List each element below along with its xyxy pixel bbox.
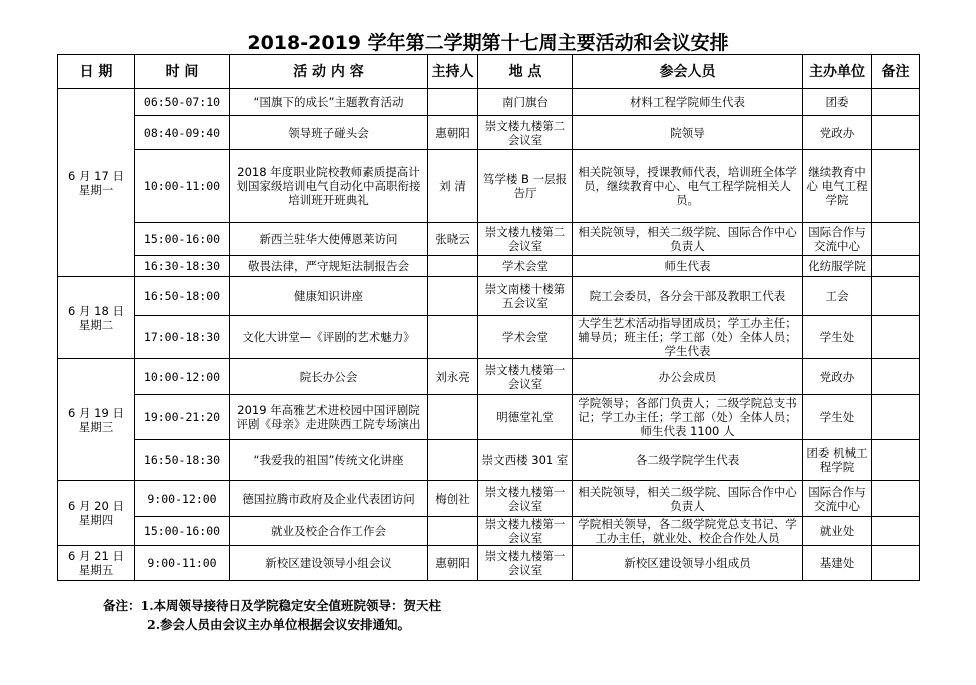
remark-cell [872,223,920,256]
date-cell [58,89,135,277]
time-cell: 15:00-16:00 [135,223,230,256]
place-cell: 崇文楼九楼第二会议室 [478,223,573,256]
table-row [58,116,920,150]
participants-cell: 学院相关领导，各二级学院党总支书记、学工办主任，就业处、校企合作处人员 [573,517,803,546]
header-row [58,55,920,89]
table-row [58,316,920,359]
table-row [58,223,920,256]
place-cell: 崇文楼九楼第一会议室 [478,546,573,581]
organizer-cell: 工会 [803,277,872,316]
date-label: 6 月 18 日 [68,303,124,318]
host-cell: 刘永亮 [428,359,478,395]
date-label: 6 月 19 日 [68,405,124,420]
host-cell [428,316,478,359]
date-cell [58,546,135,581]
remark-cell [872,316,920,359]
organizer-cell: 学生处 [803,316,872,359]
weekday-label: 星期一 [78,182,114,197]
participants-cell: 院领导 [573,116,803,150]
schedule-table [57,54,920,581]
table-row [58,89,920,116]
weekday-label: 星期三 [78,419,114,434]
host-cell [428,517,478,546]
time-cell: 08:40-09:40 [135,116,230,150]
date-cell [58,277,135,359]
time-cell: 9:00-12:00 [135,481,230,517]
participants-cell: 师生代表 [573,256,803,277]
table-row [58,359,920,395]
content-cell: 2018 年度职业院校教师素质提高计划国家级培训电气自动化中高职衔接培训班开班典礼 [230,150,428,223]
time-cell: 19:00-21:20 [135,395,230,440]
host-cell [428,277,478,316]
participants-cell: 学院领导；各部门负责人；二级学院总支书记；学工办主任；学工部（处）全体人员；师生代表 1100 人 [573,395,803,440]
content-cell: 2019 年高雅艺术进校园中国评剧院评剧《母亲》走进陕西工院专场演出 [230,395,428,440]
participants-cell: 各二级学院学生代表 [573,440,803,481]
table-row [58,150,920,223]
organizer-cell: 党政办 [803,116,872,150]
organizer-cell: 团委 机械工程学院 [803,440,872,481]
host-cell [428,256,478,277]
table-row [58,395,920,440]
time-cell: 16:50-18:00 [135,277,230,316]
place-cell: 明德堂礼堂 [478,395,573,440]
organizer-cell: 国际合作与交流中心 [803,223,872,256]
content-cell: 领导班子碰头会 [230,116,428,150]
participants-cell: 大学生艺术活动指导团成员；学工办主任；辅导员；班主任；学工部（处）全体人员；学生代表 [573,316,803,359]
table-row [58,256,920,277]
place-cell: 崇文南楼十楼第五会议室 [478,277,573,316]
host-cell: 刘 清 [428,150,478,223]
content-cell: 健康知识讲座 [230,277,428,316]
time-cell: 9:00-11:00 [135,546,230,581]
place-cell: 笃学楼 B 一层报告厅 [478,150,573,223]
date-label: 6 月 21 日 [68,549,124,563]
host-cell [428,440,478,481]
page-title: 2018-2019 学年第二学期第十七周主要活动和会议安排 [247,32,729,54]
participants-cell: 材料工程学院师生代表 [573,89,803,116]
header-remark: 备注 [872,55,920,89]
content-cell: 德国拉腾市政府及企业代表团访问 [230,481,428,517]
place-cell: 南门旗台 [478,89,573,116]
remark-cell [872,277,920,316]
weekday-label: 星期二 [78,317,114,332]
place-cell: 崇文楼九楼第一会议室 [478,481,573,517]
content-cell: 新西兰驻华大使傅恩莱访问 [230,223,428,256]
place-cell: 崇文楼九楼第一会议室 [478,517,573,546]
content-cell: 敬畏法律，严守规矩法制报告会 [230,256,428,277]
organizer-cell: 国际合作与交流中心 [803,481,872,517]
host-cell [428,395,478,440]
organizer-cell: 就业处 [803,517,872,546]
header-organizer: 主办单位 [803,55,872,89]
participants-cell: 相关院领导，授课教师代表，培训班全体学员，继续教育中心、电气工程学院相关人员。 [573,150,803,223]
remark-cell [872,440,920,481]
header-content: 活 动 内 容 [230,55,428,89]
host-cell: 惠朝阳 [428,116,478,150]
remark-cell [872,116,920,150]
header-place: 地 点 [478,55,573,89]
time-cell: 10:00-11:00 [135,150,230,223]
remark-cell [872,256,920,277]
content-cell: 院长办公会 [230,359,428,395]
table-row [58,517,920,546]
participants-cell: 新校区建设领导小组成员 [573,546,803,581]
table-row [58,546,920,581]
content-cell: “国旗下的成长”主题教育活动 [230,89,428,116]
participants-cell: 院工会委员，各分会干部及教职工代表 [573,277,803,316]
time-cell: 17:00-18:30 [135,316,230,359]
table-row [58,277,920,316]
participants-cell: 相关院领导，相关二级学院、国际合作中心负责人 [573,481,803,517]
date-label: 6 月 17 日 [68,168,124,183]
place-cell: 学术会堂 [478,316,573,359]
time-cell: 16:30-18:30 [135,256,230,277]
host-cell: 张晓云 [428,223,478,256]
organizer-cell: 化纺服学院 [803,256,872,277]
weekday-label: 星期五 [78,563,114,577]
organizer-cell: 党政办 [803,359,872,395]
organizer-cell: 团委 [803,89,872,116]
content-cell: 文化大讲堂—《评剧的艺术魅力》 [230,316,428,359]
remark-cell [872,517,920,546]
time-cell: 06:50-07:10 [135,89,230,116]
host-cell: 梅创社 [428,481,478,517]
schedule-body [58,89,920,581]
organizer-cell: 学生处 [803,395,872,440]
organizer-cell: 继续教育中心 电气工程学院 [803,150,872,223]
remark-cell [872,546,920,581]
content-cell: “我爱我的祖国”传统文化讲座 [230,440,428,481]
note-1: 备注：1.本周领导接待日及学院稳定安全值班院领导：贺天柱 [103,598,442,613]
weekday-label: 星期四 [78,513,114,527]
table-row [58,481,920,517]
remark-cell [872,481,920,517]
notes [103,596,441,634]
host-cell [428,89,478,116]
place-cell: 学术会堂 [478,256,573,277]
place-cell: 崇文楼九楼第二会议室 [478,116,573,150]
header-host: 主持人 [428,55,478,89]
remark-cell [872,89,920,116]
host-cell: 惠朝阳 [428,546,478,581]
content-cell: 就业及校企合作工作会 [230,517,428,546]
place-cell: 崇文楼九楼第一会议室 [478,359,573,395]
remark-cell [872,395,920,440]
time-cell: 16:50-18:30 [135,440,230,481]
header-participants: 参会人员 [573,55,803,89]
time-cell: 10:00-12:00 [135,359,230,395]
remark-cell [872,150,920,223]
date-label: 6 月 20 日 [68,499,124,513]
date-cell [58,481,135,546]
header-date: 日 期 [58,55,135,89]
table-row [58,440,920,481]
date-cell [58,359,135,481]
time-cell: 15:00-16:00 [135,517,230,546]
content-cell: 新校区建设领导小组会议 [230,546,428,581]
header-time: 时 间 [135,55,230,89]
participants-cell: 相关院领导，相关二级学院、国际合作中心负责人 [573,223,803,256]
note-2: 2.参会人员由会议主办单位根据会议安排通知。 [147,617,411,632]
organizer-cell: 基建处 [803,546,872,581]
participants-cell: 办公会成员 [573,359,803,395]
remark-cell [872,359,920,395]
place-cell: 崇文西楼 301 室 [478,440,573,481]
